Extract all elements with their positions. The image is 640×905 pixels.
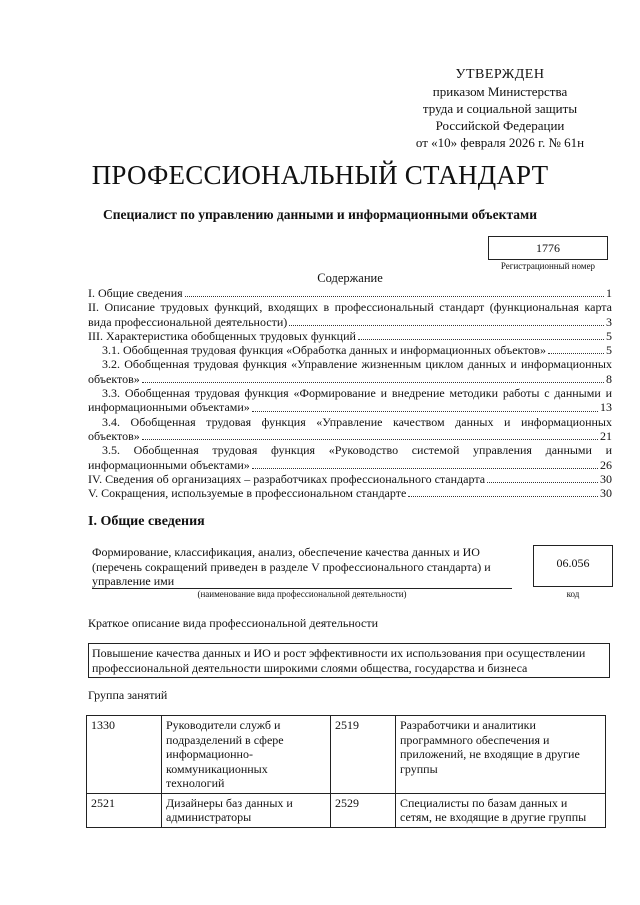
occupation-group-table: [86, 715, 606, 828]
group-name: Дизайнеры баз данных и администраторы: [162, 793, 331, 827]
document-subtitle: Специалист по управлению данными и информационными объектами: [103, 207, 537, 222]
toc-page: 21: [600, 428, 612, 443]
group-name: Разработчики и аналитики программного обеспечения и приложений, не входящие в другие группы: [396, 716, 606, 794]
toc-page: 5: [606, 328, 612, 343]
toc-entry-text: информационными объектами»: [88, 400, 250, 415]
toc-entry-text: информационными объектами»: [88, 457, 250, 472]
approval-line: труда и социальной защиты: [422, 101, 578, 116]
registration-label: Регистрационный номер: [500, 261, 596, 271]
approval-line: от «10» февраля 2026 г. № 61н: [415, 135, 585, 150]
toc-entry[interactable]: [88, 372, 612, 386]
toc-page: 3: [606, 314, 612, 329]
approval-line: Российской Федерации: [435, 118, 565, 133]
approval-line: приказом Министерства: [432, 84, 568, 99]
toc-entry-first-line: 3.5. Обобщенная трудовая функция «Руководство системой управления данными и: [102, 443, 612, 458]
toc-page: 13: [600, 400, 612, 415]
toc-entry[interactable]: [88, 286, 612, 300]
toc-page: 26: [600, 457, 612, 472]
approval-stamp: [380, 66, 620, 151]
registration-number: 1776: [488, 236, 608, 260]
brief-description: Повышение качества данных и ИО и рост эффективности их использования при осуществлении профессиональной деятельности широкими слоями общества, государства и бизнеса: [88, 643, 610, 678]
toc-entry[interactable]: [88, 343, 612, 357]
toc-title: Содержание: [317, 271, 383, 285]
group-name: Руководители служб и подразделений в сфере информационно-коммуникационных технологий: [162, 716, 331, 794]
toc-page: 5: [606, 343, 612, 358]
toc-entry[interactable]: [88, 472, 612, 486]
toc-entry-text: IV. Сведения об организациях – разработчиках профессионального стандарта: [88, 471, 486, 486]
brief-description-label: Краткое описание вида профессиональной деятельности: [88, 616, 379, 630]
group-code: 2529: [331, 793, 396, 827]
group-code: 2521: [87, 793, 162, 827]
toc-entry[interactable]: [88, 329, 612, 343]
table-row: [87, 716, 606, 794]
toc-entry[interactable]: [88, 315, 612, 329]
toc-page: 1: [606, 286, 612, 300]
toc-entry[interactable]: [88, 400, 612, 414]
group-code: 1330: [87, 716, 162, 794]
activity-name: Формирование, классификация, анализ, обеспечение качества данных и ИО (перечень сокращений приведен в разделе V профессионального стандарта) и управление ими: [92, 545, 491, 588]
toc-page: 30: [600, 486, 612, 501]
toc-entry[interactable]: [88, 486, 612, 500]
table-row: [87, 793, 606, 827]
toc-entry[interactable]: [88, 458, 612, 472]
toc-entry-first-line: 3.4. Обобщенная трудовая функция «Управление качеством данных и информационных: [102, 414, 612, 429]
toc-entry-first-line: 3.2. Обобщенная трудовая функция «Управление жизненным циклом данных и информационных: [102, 357, 612, 372]
toc-entry-text: объектов»: [88, 428, 140, 443]
toc-entry-text: 3.1. Обобщенная трудовая функция «Обработка данных и информационных объектов»: [102, 343, 546, 358]
approval-head: УТВЕРЖДЕН: [455, 67, 545, 82]
activity-code: 06.056: [533, 545, 613, 587]
activity-caption: (наименование вида профессиональной деятельности): [197, 589, 407, 599]
toc-entry-text: объектов»: [88, 371, 140, 386]
group-code: 2519: [331, 716, 396, 794]
toc-entry-text: V. Сокращения, используемые в профессиональном стандарте: [88, 486, 407, 501]
group-name: Специалисты по базам данных и сетям, не входящие в другие группы: [396, 793, 606, 827]
toc-entry-first-line: 3.3. Обобщенная трудовая функция «Формирование и внедрение методики работы с данными и: [102, 386, 612, 401]
occupation-group-label: Группа занятий: [88, 688, 168, 702]
code-caption: код: [566, 589, 580, 599]
toc-page: 30: [600, 471, 612, 486]
toc-entry[interactable]: [88, 429, 612, 443]
section-heading: I. Общие сведения: [88, 514, 205, 529]
table-of-contents: [88, 286, 612, 500]
toc-entry-text: III. Характеристика обобщенных трудовых функций: [88, 328, 356, 343]
document-title: ПРОФЕССИОНАЛЬНЫЙ СТАНДАРТ: [91, 160, 549, 190]
toc-entry-text: вида профессиональной деятельности): [88, 314, 288, 329]
toc-page: 8: [606, 371, 612, 386]
toc-entry-text: I. Общие сведения: [88, 286, 183, 300]
toc-entry-first-line: II. Описание трудовых функций, входящих в профессиональный стандарт (функциональная карта: [88, 300, 612, 315]
